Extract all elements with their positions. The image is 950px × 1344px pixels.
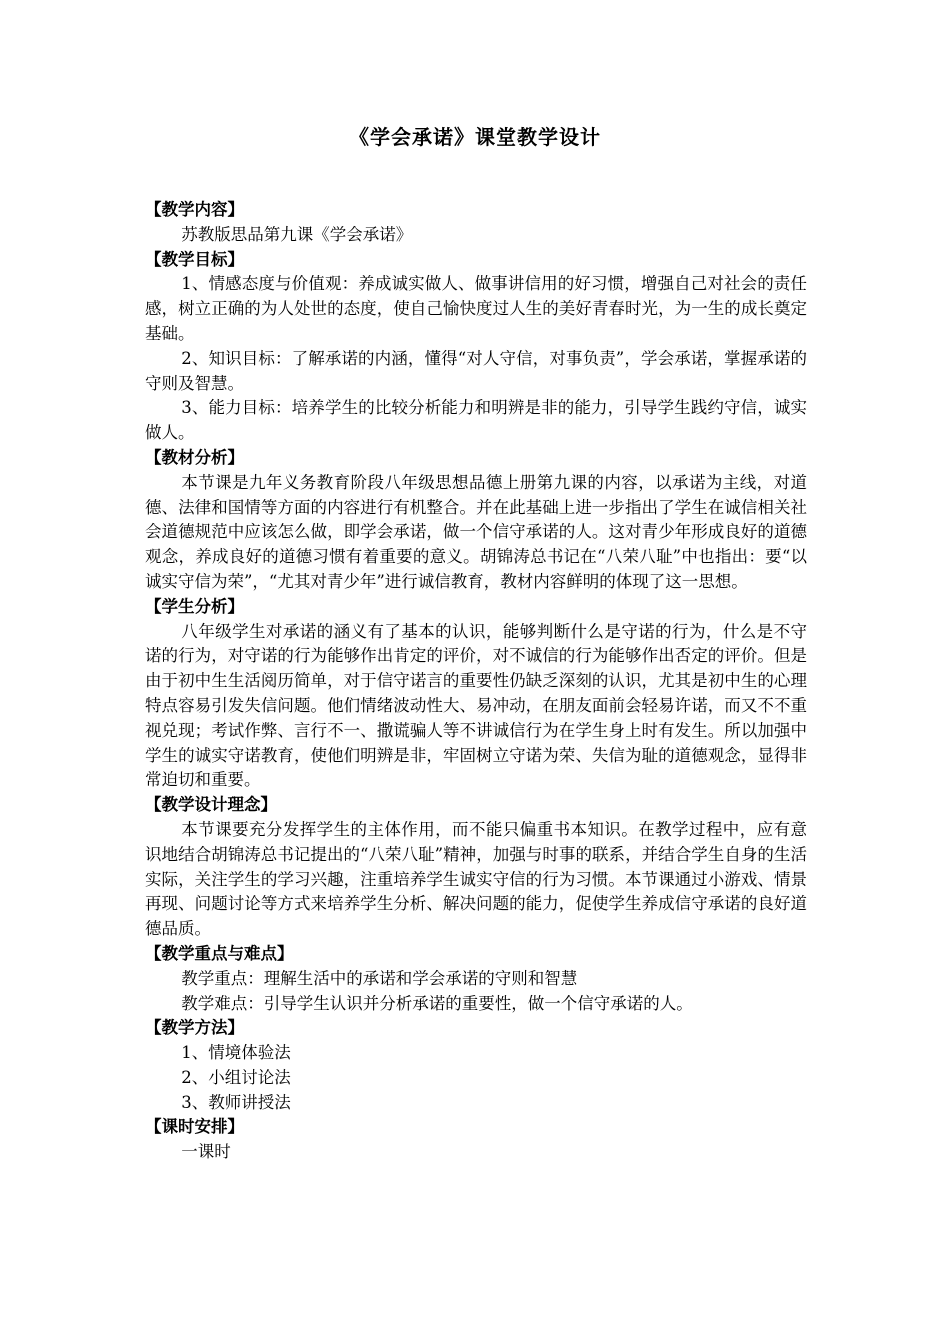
section-teaching-goals [145,248,807,446]
body-paragraph: 本节课要充分发挥学生的主体作用，而不能只偏重书本知识。在教学过程中，应有意识地结合胡锦涛总书记提出的“八荣八耻”精神，加强与时事的联系，并结合学生自身的生活实际，关注学生的学习兴趣，注重培养学生诚实守信的行为习惯。本节课通过小游戏、情景再现、问题讨论等方式来培养学生分析、解决问题的能力，促使学生养成信守承诺的良好道德品质。 [145,819,807,939]
section-heading: 【教学内容】 [145,200,244,219]
method-item: 3、教师讲授法 [181,1092,291,1112]
section-heading: 【教学设计理念】 [145,795,277,815]
section-heading: 【教学重点与难点】 [145,943,294,963]
body-paragraph: 八年级学生对承诺的涵义有了基本的认识，能够判断什么是守诺的行为，什么是不守诺的行为，对守诺的行为能够作出肯定的评价，对不诚信的行为能够作出否定的评价。但是由于初中生生活阅历简单，对于信守诺言的重要性仍缺乏深刻的认识，尤其是初中生的心理特点容易引发失信问题。他们情绪波动性大、易冲动，在朋友面前会轻易许诺，而又不不重视兑现；考试作弊、言行不一、撒谎骗人等不讲诚信行为在学生身上时有发生。所以加强中学生的诚实守诺教育，使他们明辨是非，牢固树立守诺为荣、失信为耻的道德观念，显得非常迫切和重要。 [145,621,807,790]
key-point-line: 教学重点：理解生活中的承诺和学会承诺的守则和智慧 [181,968,578,988]
section-heading: 【课时安排】 [145,1117,244,1137]
section-teaching-methods [145,1016,807,1115]
section-schedule [145,1115,807,1165]
goal-paragraph: 2、知识目标：了解承诺的内涵，懂得“对人守信，对事负责”，学会承诺，掌握承诺的守则及智慧。 [145,348,807,393]
section-heading: 【教学方法】 [145,1018,244,1038]
section-design-concept [145,793,807,942]
method-item: 2、小组讨论法 [181,1067,291,1087]
body-paragraph: 本节课是九年义务教育阶段八年级思想品德上册第九课的内容，以承诺为主线，对道德、法律和国情等方面的内容进行有机整合。并在此基础上进一步指出了学生在诚信相关社会道德规范中应该怎么做，即学会承诺，做一个信守承诺的人。这对青少年形成良好的道德观念，养成良好的道德习惯有着重要的意义。胡锦涛总书记在“八荣八耻”中也指出：要“以诚实守信为荣”，“尤其对青少年”进行诚信教育，教材内容鲜明的体现了这一思想。 [145,472,807,591]
section-heading: 【学生分析】 [145,596,244,616]
section-teaching-content [145,198,807,248]
method-item: 1、情境体验法 [181,1043,291,1063]
goal-paragraph: 1、情感态度与价值观：养成诚实做人、做事讲信用的好习惯，增强自己对社会的责任感，树立正确的为人处世的态度，使自己愉快度过人生的美好青春时光，为一生的成长奠定基础。 [145,274,807,343]
section-student-analysis [145,595,807,793]
section-key-points [145,942,807,1016]
schedule-line: 一课时 [181,1142,231,1162]
goal-paragraph: 3、能力目标：培养学生的比较分析能力和明辨是非的能力，引导学生践约守信，诚实做人。 [145,398,807,443]
document-title: 《学会承诺》课堂教学设计 [349,125,601,149]
content-line: 苏教版思品第九课《学会承诺》 [181,224,413,244]
section-material-analysis [145,446,807,595]
section-heading: 【教学目标】 [145,249,244,269]
difficulty-line: 教学难点：引导学生认识并分析承诺的重要性，做一个信守承诺的人。 [181,993,693,1013]
document-body [145,198,807,1165]
section-heading: 【教材分析】 [145,447,244,467]
